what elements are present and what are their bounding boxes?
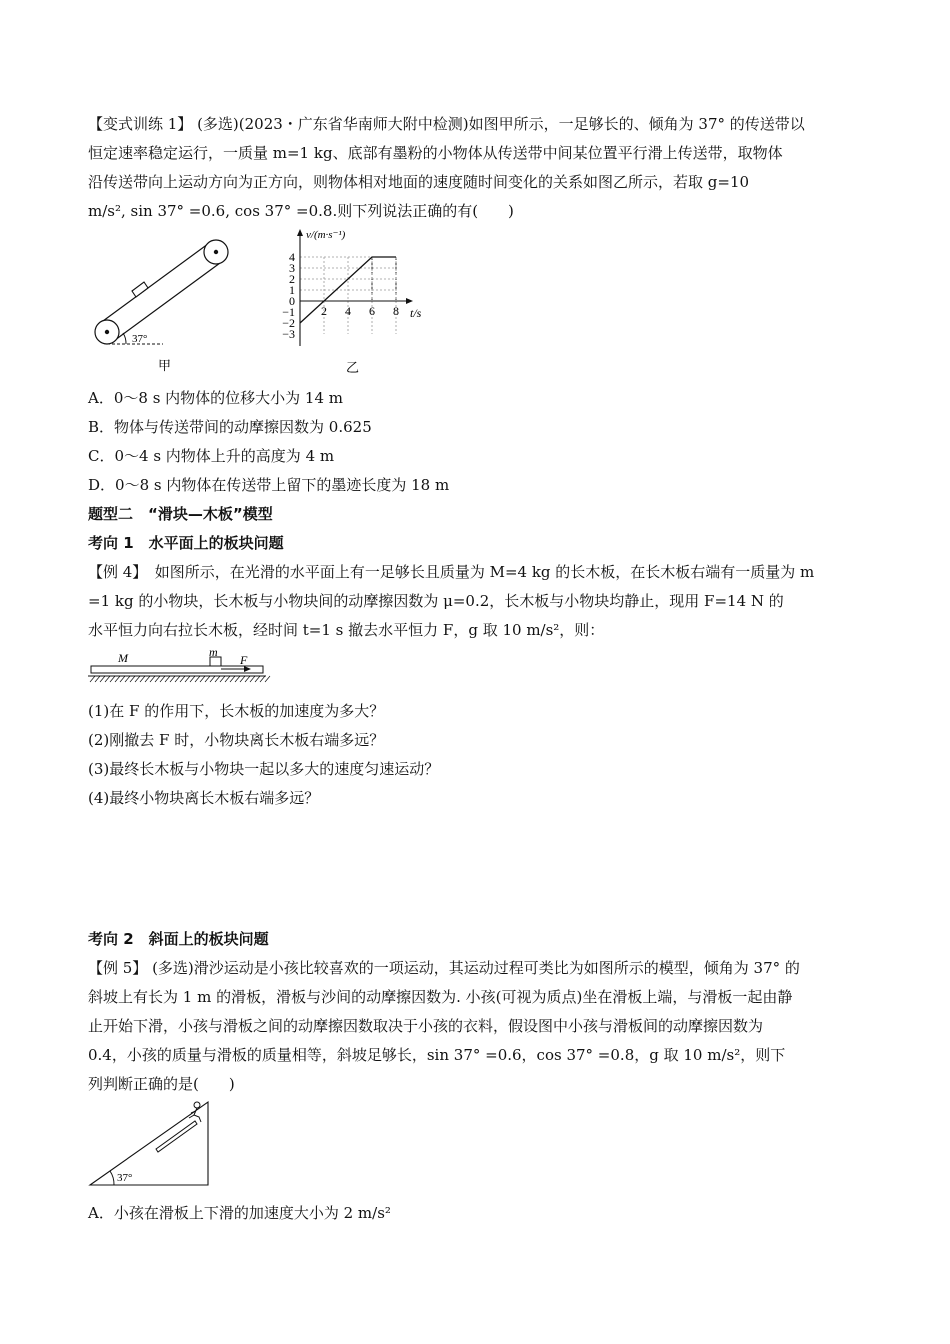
vt-yticks: [282, 250, 295, 341]
hatch-line: [175, 676, 180, 682]
hatch-line: [125, 676, 130, 682]
ex4-line-2: =1 kg 的小物块，长木板与小物块间的动摩擦因数为 μ=0.2，长木板与小物块均静止，现用 F=14 N 的: [88, 592, 784, 610]
hatch-line: [235, 676, 240, 682]
direction-2-title: 考向 2 斜面上的板块问题: [88, 930, 269, 948]
ex5-line-3: 止开始下滑，小孩与滑板之间的动摩擦因数取决于小孩的衣料，假设图中小孩与滑板间的动摩擦因数为: [88, 1017, 764, 1035]
vt-ytick-label: −1: [282, 305, 295, 319]
ground-hatch: [90, 676, 270, 682]
board-label-M: M: [118, 651, 128, 665]
hatch-line: [190, 676, 195, 682]
question-3: (3)最终长木板与小物块一起以多大的速度匀速运动？: [88, 760, 440, 778]
hatch-line: [260, 676, 265, 682]
hatch-line: [150, 676, 155, 682]
hatch-line: [185, 676, 190, 682]
hatch-line: [165, 676, 170, 682]
hatch-line: [205, 676, 210, 682]
hatch-line: [135, 676, 140, 682]
board-figure: [88, 646, 278, 686]
hatch-line: [195, 676, 200, 682]
hatch-line: [210, 676, 215, 682]
vt-caption: 乙: [346, 360, 360, 375]
option-d: D．0～8 s 内物体在传送带上留下的墨迹长度为 18 m: [88, 476, 450, 494]
ex5-line-1: 【例 5】 (多选)滑沙运动是小孩比较喜欢的一项运动，其运动过程可类比为如图所示的模型，倾角为 37° 的: [88, 959, 800, 977]
question-4: (4)最终小物块离长木板右端多远？: [88, 789, 320, 807]
hatch-line: [95, 676, 100, 682]
hatch-line: [140, 676, 145, 682]
vt-ylabel: v/(m·s⁻¹): [306, 229, 346, 241]
conveyor-belt-figure: [88, 232, 238, 380]
ex5-line-2: 斜坡上有长为 1 m 的滑板，滑板与沙间的动摩擦因数为. 小孩(可视为质点)坐在滑板上端，与滑板一起由静: [88, 988, 793, 1006]
vt-ytick-label: 0: [289, 294, 295, 308]
vt-ytick-label: −2: [282, 316, 295, 330]
ex4-line-1: 【例 4】 如图所示，在光滑的水平面上有一足够长且质量为 M=4 kg 的长木板，在长木板右端有一质量为 m: [88, 563, 815, 581]
question-1: (1)在 F 的作用下，长木板的加速度为多大？: [88, 702, 385, 720]
block-label-m: m: [209, 646, 218, 659]
hatch-line: [110, 676, 115, 682]
ex5-line-4: 0.4，小孩的质量与滑板的质量相等，斜坡足够长，sin 37° =0.6，cos 37° =0.8，g 取 10 m/s²，则下: [88, 1046, 786, 1064]
hatch-line: [240, 676, 245, 682]
vt-ytick-label: −3: [282, 327, 295, 341]
vt-xtick-label: 2: [321, 304, 327, 318]
p1-line-3: 沿传送带向上运动方向为正方向，则物体相对地面的速度随时间变化的关系如图乙所示，若取 g=10: [88, 173, 750, 191]
hatch-line: [130, 676, 135, 682]
slope-figure: [88, 1100, 223, 1190]
vt-ytick-label: 2: [289, 272, 295, 286]
vt-ytick-label: 1: [289, 283, 295, 297]
question-2: (2)刚撤去 F 时，小物块离长木板右端多远？: [88, 731, 385, 749]
ex5-option-a: A．小孩在滑板上下滑的加速度大小为 2 m/s²: [88, 1204, 391, 1222]
belt-caption: 甲: [158, 358, 172, 373]
vt-xtick-label: 6: [369, 304, 375, 318]
hatch-line: [230, 676, 235, 682]
hatch-line: [145, 676, 150, 682]
hatch-line: [120, 676, 125, 682]
hatch-line: [115, 676, 120, 682]
p1-line-1: 【变式训练 1】 (多选)(2023・广东省华南师大附中检测)如图甲所示，一足够长的、倾角为 37° 的传送带以: [88, 115, 805, 133]
hatch-line: [105, 676, 110, 682]
hatch-line: [220, 676, 225, 682]
vt-xtick-label: 8: [393, 304, 399, 318]
slope-angle-label: 37°: [117, 1172, 133, 1184]
ex4-line-3: 水平恒力向右拉长木板，经时间 t=1 s 撤去水平恒力 F，g 取 10 m/s²，则：: [88, 621, 605, 639]
hatch-line: [250, 676, 255, 682]
vt-ytick-label: 3: [289, 261, 295, 275]
hatch-line: [170, 676, 175, 682]
hatch-line: [200, 676, 205, 682]
p1-line-2: 恒定速率稳定运行，一质量 m=1 kg、底部有墨粉的小物体从传送带中间某位置平行滑上传送带，取物体: [88, 144, 783, 162]
hatch-line: [160, 676, 165, 682]
vt-xticks: [321, 304, 399, 318]
option-b: B．物体与传送带间的动摩擦因数为 0.625: [88, 418, 372, 436]
vt-graph: [280, 226, 440, 378]
hatch-line: [265, 676, 270, 682]
hatch-line: [155, 676, 160, 682]
hatch-line: [245, 676, 250, 682]
vt-grid: [300, 257, 396, 334]
vt-xlabel: t/s: [410, 306, 422, 320]
child-icon: [194, 1102, 200, 1108]
hatch-line: [225, 676, 230, 682]
p1-line-4: m/s², sin 37° =0.6, cos 37° =0.8.则下列说法正确的有( ): [88, 202, 514, 220]
belt-angle-label: 37°: [132, 333, 148, 345]
hatch-line: [255, 676, 260, 682]
section-title: 题型二 “滑块—木板”模型: [88, 505, 273, 523]
vt-xtick-label: 4: [345, 304, 351, 318]
hatch-line: [180, 676, 185, 682]
force-label-F: F: [240, 653, 248, 667]
option-a: A．0～8 s 内物体的位移大小为 14 m: [88, 389, 344, 407]
option-c: C．0～4 s 内物体上升的高度为 4 m: [88, 447, 335, 465]
hatch-line: [90, 676, 95, 682]
hatch-line: [100, 676, 105, 682]
ex5-line-5: 列判断正确的是( ): [88, 1075, 235, 1093]
direction-1-title: 考向 1 水平面上的板块问题: [88, 534, 284, 552]
hatch-line: [215, 676, 220, 682]
vt-ytick-label: 4: [289, 250, 295, 264]
